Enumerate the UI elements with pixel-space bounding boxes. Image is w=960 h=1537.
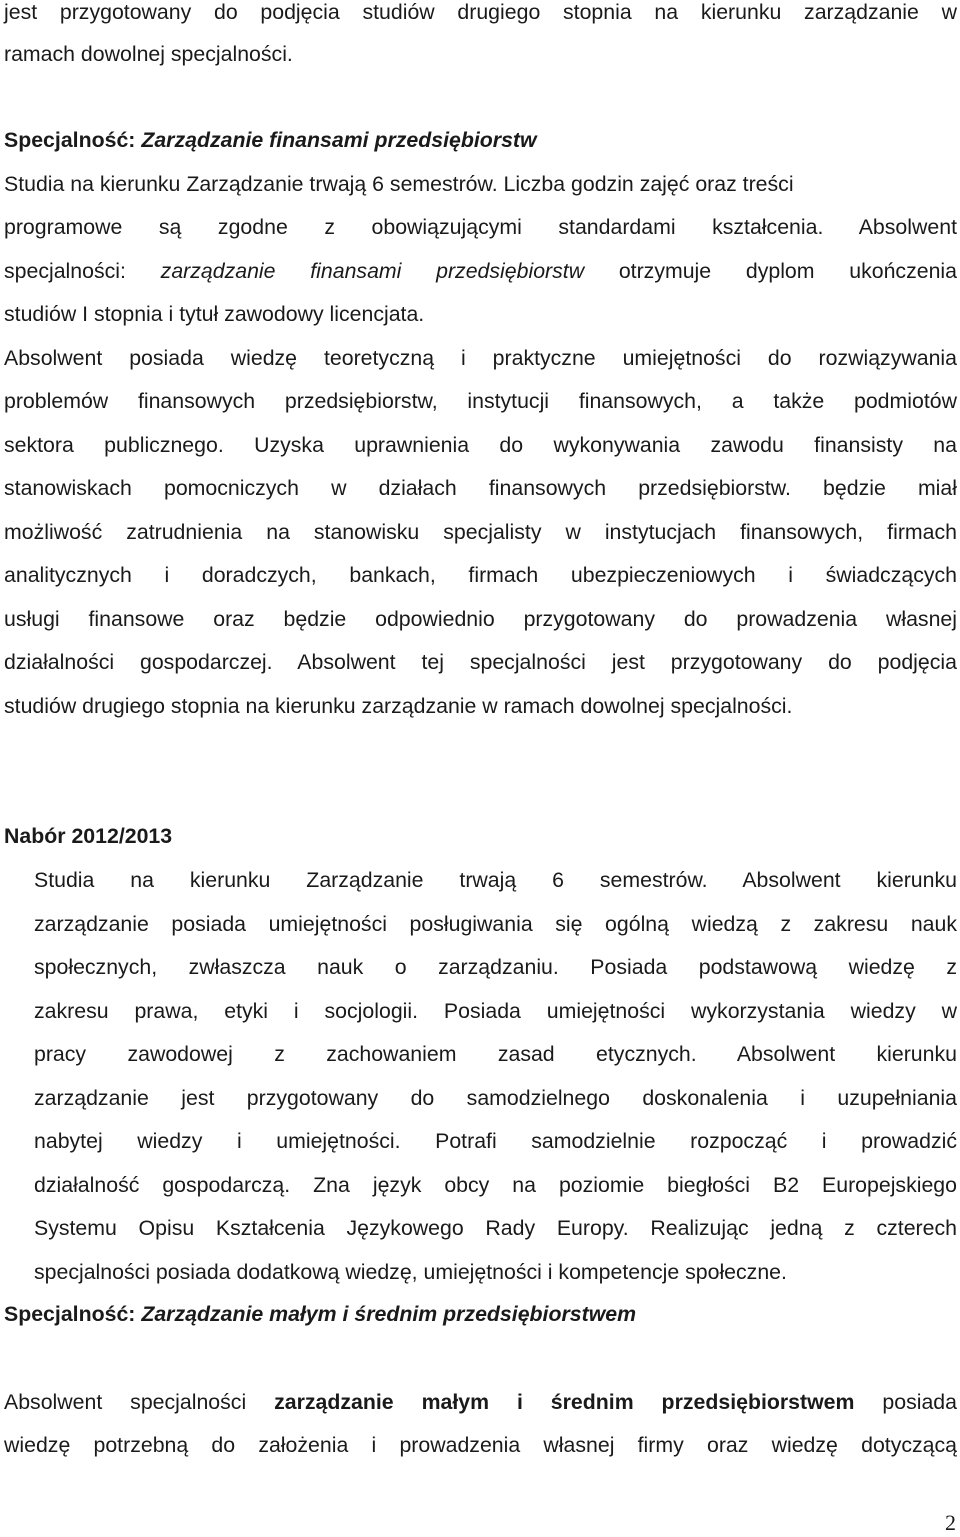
paragraph-line: stanowiskach pomocniczych w działach finansowych przedsiębiorstw. będzie miał (4, 476, 957, 500)
paragraph-line: Studia na kierunku Zarządzanie trwają 6 semestrów. Absolwent kierunku (34, 868, 957, 892)
paragraph-line: jest przygotowany do podjęcia studiów drugiego stopnia na kierunku zarządzanie w (4, 0, 957, 24)
paragraph-line: Studia na kierunku Zarządzanie trwają 6 semestrów. Liczba godzin zajęć oraz treści (4, 172, 794, 196)
paragraph-line: działalność gospodarczą. Zna język obcy na poziomie biegłości B2 Europejskiego (34, 1173, 957, 1197)
paragraph-line: studiów drugiego stopnia na kierunku zarządzanie w ramach dowolnej specjalności. (4, 694, 793, 718)
paragraph-line: zakresu prawa, etyki i socjologii. Posiada umiejętności wykorzystania wiedzy w (34, 999, 957, 1023)
paragraph-line: nabytej wiedzy i umiejętności. Potrafi samodzielnie rozpocząć i prowadzić (34, 1129, 957, 1153)
paragraph-line: programowe są zgodne z obowiązującymi standardami kształcenia. Absolwent (4, 215, 957, 239)
paragraph-line: studiów I stopnia i tytuł zawodowy licencjata. (4, 302, 425, 326)
section-heading (4, 1300, 957, 1328)
section-heading (4, 126, 957, 154)
paragraph-line: specjalności posiada dodatkową wiedzę, umiejętności i kompetencje społeczne. (34, 1260, 787, 1284)
paragraph-line: specjalności: zarządzanie finansami przedsiębiorstw otrzymuje dyplom ukończenia (4, 259, 957, 283)
heading-specialization-name: Zarządzanie małym i średnim przedsiębiorstwem (141, 1302, 637, 1326)
section-heading: Nabór 2012/2013 (4, 824, 173, 848)
specialization-name-inline: zarządzanie finansami przedsiębiorstw (160, 259, 585, 283)
page-number: 2 (945, 1510, 956, 1535)
paragraph-line: pracy zawodowej z zachowaniem zasad etycznych. Absolwent kierunku (34, 1042, 957, 1066)
heading-prefix: Specjalność: (4, 1302, 136, 1326)
paragraph-line: możliwość zatrudnienia na stanowisku specjalisty w instytucjach finansowych, firmach (4, 520, 957, 544)
heading-specialization-name: Zarządzanie finansami przedsiębiorstw (141, 128, 537, 152)
specialization-name-inline: zarządzanie małym i średnim przedsiębiorstwem (274, 1390, 855, 1414)
paragraph-line: działalności gospodarczej. Absolwent tej specjalności jest przygotowany do podjęcia (4, 650, 957, 674)
paragraph-line: zarządzanie posiada umiejętności posługiwania się ogólną wiedzą z zakresu nauk (34, 912, 957, 936)
paragraph-line: problemów finansowych przedsiębiorstw, instytucji finansowych, a także podmiotów (4, 389, 957, 413)
paragraph-line: sektora publicznego. Uzyska uprawnienia do wykonywania zawodu finansisty na (4, 433, 957, 457)
heading-prefix: Specjalność: (4, 128, 136, 152)
paragraph-line: usługi finansowe oraz będzie odpowiednio przygotowany do prowadzenia własnej (4, 607, 957, 631)
paragraph-line: Systemu Opisu Kształcenia Językowego Rady Europy. Realizując jedną z czterech (34, 1216, 957, 1240)
paragraph-line: społecznych, zwłaszcza nauk o zarządzaniu. Posiada podstawową wiedzę z (34, 955, 957, 979)
paragraph-line: wiedzę potrzebną do założenia i prowadzenia własnej firmy oraz wiedzę dotyczącą (4, 1433, 957, 1457)
paragraph-line: Absolwent posiada wiedzę teoretyczną i praktyczne umiejętności do rozwiązywania (4, 346, 957, 370)
paragraph-line: zarządzanie jest przygotowany do samodzielnego doskonalenia i uzupełniania (34, 1086, 957, 1110)
paragraph-line: Absolwent specjalności zarządzanie małym i średnim przedsiębiorstwem posiada (4, 1390, 957, 1414)
paragraph-line: analitycznych i doradczych, bankach, firmach ubezpieczeniowych i świadczących (4, 563, 957, 587)
paragraph-line: ramach dowolnej specjalności. (4, 42, 293, 66)
